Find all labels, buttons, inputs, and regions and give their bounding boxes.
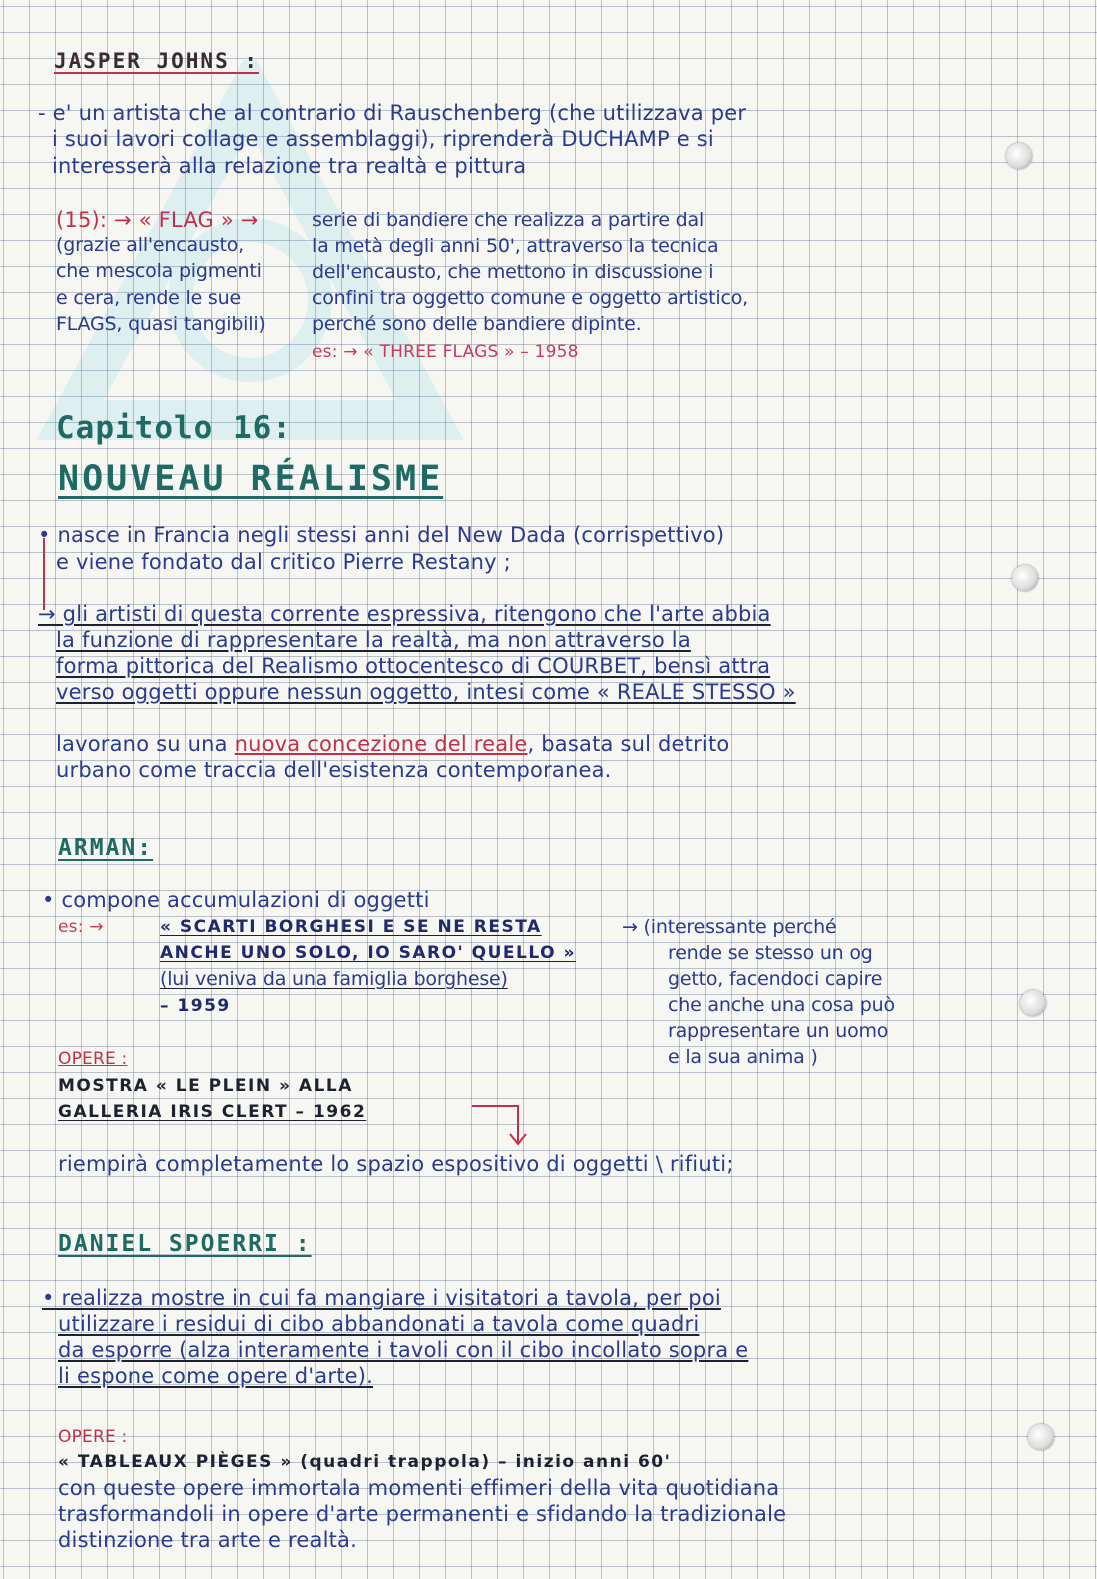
text-line: - e' un artista che al contrario di Rauschenberg (che utilizzava per <box>38 101 747 125</box>
works-label: OPERE : <box>58 1427 128 1447</box>
text-line: distinzione tra arte e realtà. <box>58 1528 358 1552</box>
works-title: GALLERIA IRIS CLERT – 1962 <box>58 1102 367 1122</box>
works-title: MOSTRA « LE PLEIN » ALLA <box>58 1076 353 1096</box>
example-title: ANCHE UNO SOLO, IO SARO' QUELLO » <box>160 943 576 963</box>
side-note: → (interessante perché <box>622 916 837 938</box>
side-note: rappresentare un uomo <box>668 1020 889 1042</box>
text-part: , basata sul detrito <box>527 732 730 756</box>
flag-label: (15): → « FLAG » → <box>56 208 259 232</box>
example-note: (lui veniva da una famiglia borghese) <box>160 968 508 990</box>
flag-description: perché sono delle bandiere dipinte. <box>312 313 642 335</box>
text-line: utilizzare i residui di cibo abbandonati a tavola come quadri <box>58 1312 700 1336</box>
flag-description: dell'encausto, che mettono in discussione i <box>312 261 714 283</box>
text-line: da esporre (alza interamente i tavoli con il cibo incollato sopra e <box>58 1338 749 1362</box>
chapter-label: Capitolo 16: <box>56 410 292 446</box>
text-line: riempirà completamente lo spazio espositivo di oggetti \ rifiuti; <box>58 1152 734 1176</box>
text-line: trasformandoli in opere d'arte permanenti e sfidando la tradizionale <box>58 1502 787 1526</box>
text-line: i suoi lavori collage e assemblaggi), riprenderà DUCHAMP e si <box>52 127 714 151</box>
section-title-jasper-johns: JASPER JOHNS : <box>54 49 260 73</box>
text-line: • compone accumulazioni di oggetti <box>42 888 430 912</box>
text-line: interesserà alla relazione tra realtà e pittura <box>52 154 527 178</box>
text-line: e viene fondato dal critico Pierre Restany ; <box>56 550 511 574</box>
arrow-down-right-icon <box>470 1102 530 1148</box>
text-line: la funzione di rappresentare la realtà, ma non attraverso la <box>56 628 691 652</box>
side-note: e la sua anima ) <box>668 1046 818 1068</box>
highlight-text: nuova concezione del reale <box>234 732 528 756</box>
text-line: con queste opere immortala momenti effimeri della vita quotidiana <box>58 1476 780 1500</box>
text-part: lavorano su una <box>56 732 235 756</box>
text-line: • realizza mostre in cui fa mangiare i visitatori a tavola, per poi <box>42 1286 721 1310</box>
binder-hole-icon <box>1028 1424 1054 1450</box>
text-line: verso oggetti oppure nessun oggetto, intesi come « REALE STESSO » <box>56 680 796 704</box>
text-line: li espone come opere d'arte). <box>58 1364 374 1388</box>
section-title-arman: ARMAN: <box>58 835 154 861</box>
flag-left-note: e cera, rende le sue <box>56 287 241 309</box>
flag-left-note: che mescola pigmenti <box>56 260 262 282</box>
text-line: • nasce in Francia negli stessi anni del New Dada (corrispettivo) <box>38 523 725 547</box>
binder-hole-icon <box>1020 990 1046 1016</box>
connector-line <box>43 538 45 610</box>
flag-left-note: (grazie all'encausto, <box>56 234 245 256</box>
chapter-title: NOUVEAU RÉALISME <box>58 459 444 499</box>
side-note: getto, facendoci capire <box>668 968 883 990</box>
binder-hole-icon <box>1006 143 1032 169</box>
flag-description: confini tra oggetto comune e oggetto artistico, <box>312 287 749 309</box>
side-note: rende se stesso un og <box>668 942 873 964</box>
binder-hole-icon <box>1012 565 1038 591</box>
section-title-daniel-spoerri: DANIEL SPOERRI : <box>58 1231 312 1257</box>
example-title: « SCARTI BORGHESI E SE NE RESTA <box>160 917 542 937</box>
text-line: forma pittorica del Realismo ottocentesco di COURBET, bensì attra <box>56 654 771 678</box>
text-line: → gli artisti di questa corrente espressiva, ritengono che l'arte abbia <box>38 602 771 626</box>
flag-left-note: FLAGS, quasi tangibili) <box>56 313 266 335</box>
flag-description: serie di bandiere che realizza a partire dal <box>312 209 705 231</box>
flag-example: es: → « THREE FLAGS » – 1958 <box>312 342 579 362</box>
example-year: – 1959 <box>160 996 231 1016</box>
works-label: OPERE : <box>58 1049 128 1069</box>
flag-description: la metà degli anni 50', attraverso la tecnica <box>312 235 719 257</box>
text-line <box>56 731 729 757</box>
works-title: « TABLEAUX PIÈGES » (quadri trappola) – inizio anni 60' <box>58 1452 672 1472</box>
example-label: es: → <box>58 917 104 937</box>
side-note: che anche una cosa può <box>668 994 895 1016</box>
text-line: urbano come traccia dell'esistenza contemporanea. <box>56 758 612 782</box>
